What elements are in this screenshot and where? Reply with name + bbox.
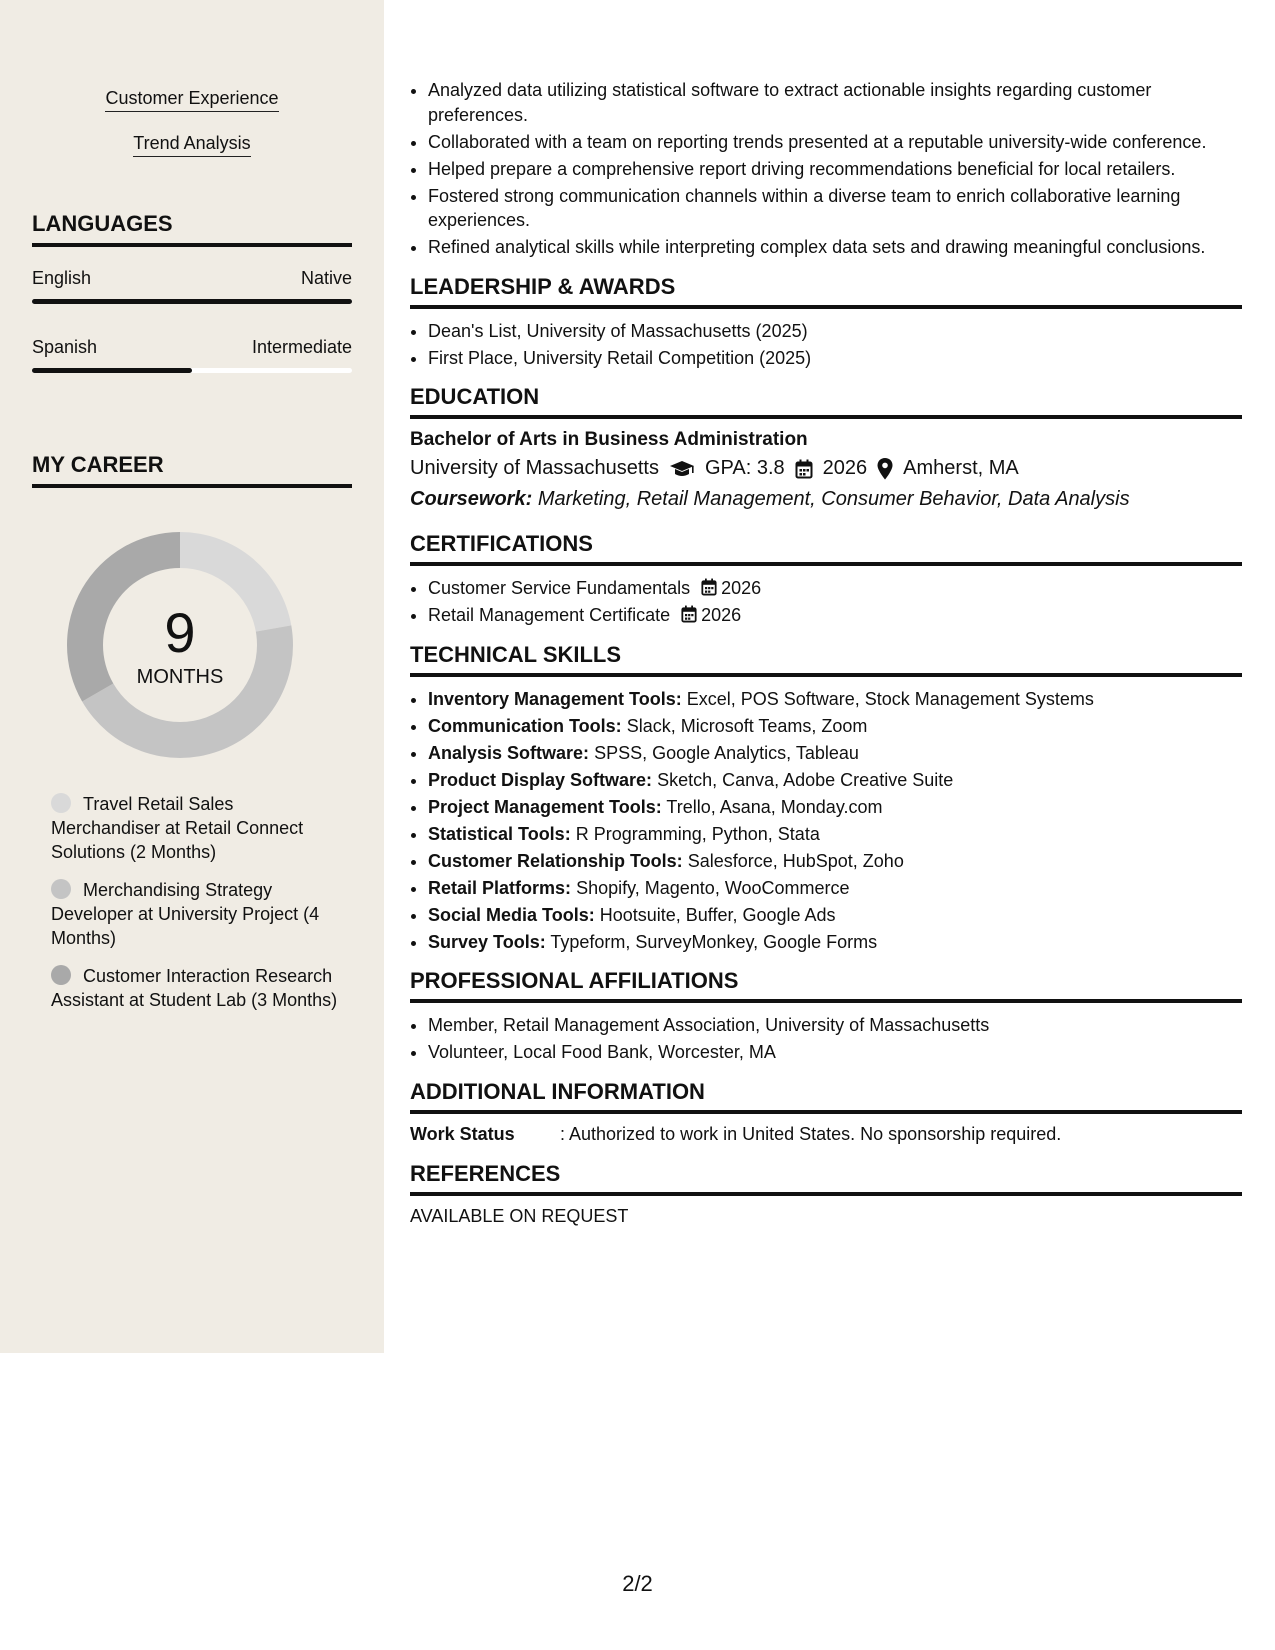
experience-bullets bbox=[410, 78, 1242, 260]
career-heading: MY CAREER bbox=[32, 452, 352, 488]
list-item: • Retail Platforms: Shopify, Magento, WooCommerce bbox=[428, 876, 1242, 901]
leadership-list bbox=[410, 319, 1242, 371]
list-item: • First Place, University Retail Competition (2025) bbox=[428, 346, 1242, 371]
references-text: AVAILABLE ON REQUEST bbox=[410, 1205, 629, 1226]
career-item: Merchandising Strategy Developer at University Project (4 Months) bbox=[51, 880, 320, 948]
school-location: Amherst, MA bbox=[903, 457, 1019, 479]
calendar-icon bbox=[681, 605, 697, 623]
location-pin-icon bbox=[877, 458, 893, 480]
list-item: • Social Media Tools: Hootsuite, Buffer, Google Ads bbox=[428, 903, 1242, 928]
work-status-label: Work Status bbox=[410, 1123, 515, 1144]
technical-skills-heading: TECHNICAL SKILLS bbox=[410, 642, 1242, 677]
certifications-heading: CERTIFICATIONS bbox=[410, 531, 1242, 566]
list-item: • Retail Management Certificate 2026 bbox=[428, 603, 1242, 628]
language-name: Spanish bbox=[32, 337, 98, 357]
language-name: English bbox=[32, 268, 92, 288]
cert-year: 2026 bbox=[721, 578, 762, 598]
graduation-cap-icon bbox=[669, 459, 695, 479]
career-item: Customer Interaction Research Assistant at Student Lab (3 Months) bbox=[51, 966, 338, 1010]
affiliations-list bbox=[410, 1013, 1242, 1065]
coursework bbox=[410, 488, 1242, 511]
degree-title: Bachelor of Arts in Business Administration bbox=[410, 429, 808, 450]
language-level: Native bbox=[300, 268, 352, 288]
list-item: • Volunteer, Local Food Bank, Worcester, MA bbox=[428, 1040, 1242, 1065]
career-item: Travel Retail Sales Merchandiser at Retail Connect Solutions (2 Months) bbox=[51, 794, 304, 862]
education-heading: EDUCATION bbox=[410, 384, 1242, 419]
sidebar bbox=[0, 0, 384, 1353]
list-item: • Statistical Tools: R Programming, Python, Stata bbox=[428, 822, 1242, 847]
cert-year: 2026 bbox=[701, 605, 742, 625]
career-total-number: 9 bbox=[164, 601, 196, 664]
list-item: • Customer Service Fundamentals 2026 bbox=[428, 576, 1242, 601]
donut-segment bbox=[180, 532, 291, 632]
career-legend-dot bbox=[51, 879, 71, 899]
languages-heading: LANGUAGES bbox=[32, 211, 352, 247]
calendar-icon bbox=[795, 459, 813, 479]
language-bar-english bbox=[32, 299, 352, 304]
leadership-heading: LEADERSHIP & AWARDS bbox=[410, 274, 1242, 309]
career-legend-dot bbox=[51, 965, 71, 985]
skill-trend-analysis: Trend Analysis bbox=[0, 133, 384, 154]
language-bar-fill bbox=[32, 299, 352, 304]
coursework-list: Marketing, Retail Management, Consumer Behavior, Data Analysis bbox=[537, 488, 1130, 510]
school-name: University of Massachusetts bbox=[410, 457, 659, 479]
list-item: • Dean's List, University of Massachusetts (2025) bbox=[428, 319, 1242, 344]
work-status-row bbox=[410, 1124, 1242, 1145]
language-row-spanish bbox=[32, 337, 352, 358]
references-heading: REFERENCES bbox=[410, 1161, 1242, 1196]
career-total-unit: MONTHS bbox=[136, 666, 224, 688]
certifications-list bbox=[410, 576, 1242, 628]
list-item: • Survey Tools: Typeform, SurveyMonkey, Google Forms bbox=[428, 930, 1242, 955]
skill-customer-experience: Customer Experience bbox=[0, 88, 384, 109]
gpa: GPA: 3.8 bbox=[704, 457, 785, 479]
list-item: • Project Management Tools: Trello, Asana, Monday.com bbox=[428, 795, 1242, 820]
list-item: • Helped prepare a comprehensive report driving recommendations beneficial for local retailers. bbox=[428, 157, 1242, 182]
list-item: • Analyzed data utilizing statistical software to extract actionable insights regarding customer preferences. bbox=[428, 78, 1242, 127]
technical-skills-list bbox=[410, 687, 1242, 955]
main-content bbox=[410, 78, 1242, 1227]
list-item: • Member, Retail Management Association, University of Massachusetts bbox=[428, 1013, 1242, 1038]
calendar-icon bbox=[701, 578, 717, 596]
education-details bbox=[410, 457, 1242, 480]
list-item: • Inventory Management Tools: Excel, POS Software, Stock Management Systems bbox=[428, 687, 1242, 712]
language-bar-fill bbox=[32, 368, 192, 373]
coursework-label: Coursework: bbox=[410, 488, 533, 510]
list-item: • Collaborated with a team on reporting trends presented at a reputable university-wide conference. bbox=[428, 130, 1242, 155]
list-item: • Communication Tools: Slack, Microsoft Teams, Zoom bbox=[428, 714, 1242, 739]
page-number: 2/2 bbox=[622, 1571, 653, 1596]
affiliations-heading: PROFESSIONAL AFFILIATIONS bbox=[410, 968, 1242, 1003]
additional-info-heading: ADDITIONAL INFORMATION bbox=[410, 1079, 1242, 1114]
career-legend-dot bbox=[51, 793, 71, 813]
language-row-english bbox=[32, 268, 352, 289]
language-bar-spanish bbox=[32, 368, 352, 373]
work-status-value: : Authorized to work in United States. No sponsorship required. bbox=[560, 1123, 1062, 1144]
graduation-year: 2026 bbox=[822, 457, 868, 479]
language-level: Intermediate bbox=[251, 337, 352, 357]
list-item: • Analysis Software: SPSS, Google Analytics, Tableau bbox=[428, 741, 1242, 766]
list-item: • Fostered strong communication channels within a diverse team to enrich collaborative learning experiences. bbox=[428, 184, 1242, 233]
list-item: • Refined analytical skills while interpreting complex data sets and drawing meaningful conclusions. bbox=[428, 235, 1242, 260]
list-item: • Product Display Software: Sketch, Canva, Adobe Creative Suite bbox=[428, 768, 1242, 793]
list-item: • Customer Relationship Tools: Salesforce, HubSpot, Zoho bbox=[428, 849, 1242, 874]
career-donut-chart bbox=[67, 532, 293, 758]
